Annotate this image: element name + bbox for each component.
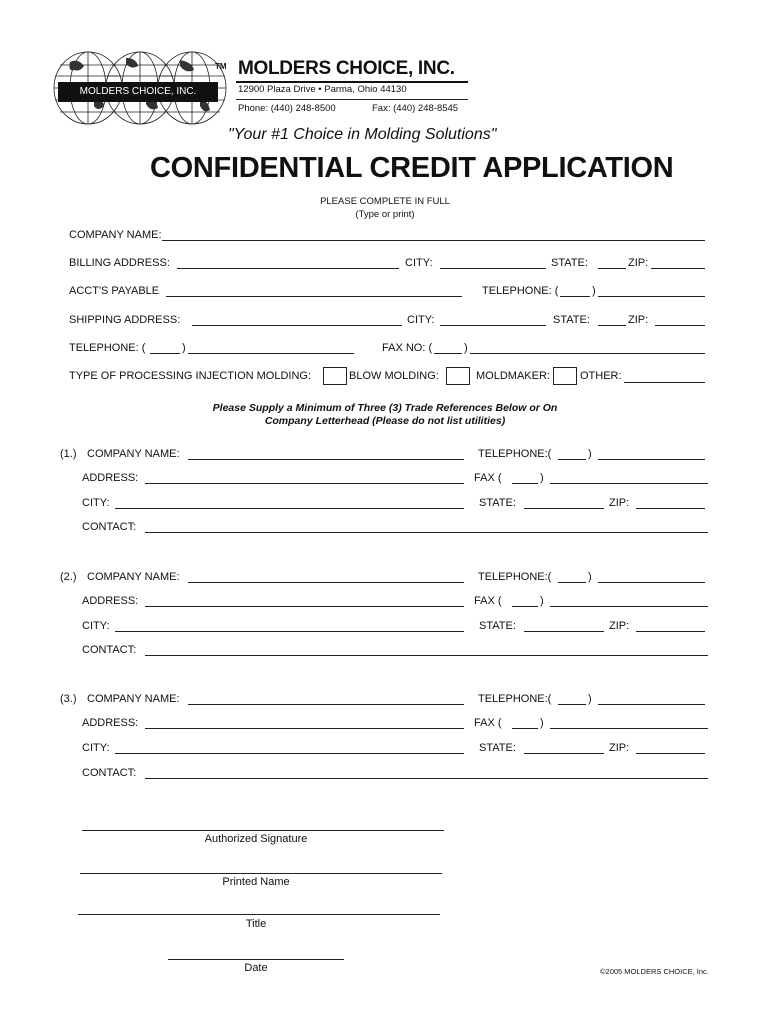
title-line[interactable]	[78, 914, 440, 915]
billing-address-label: BILLING ADDRESS:	[69, 257, 170, 269]
blow-molding-label: BLOW MOLDING:	[349, 370, 439, 382]
telephone-field[interactable]	[188, 353, 354, 354]
reference-state-label: STATE:	[479, 742, 516, 754]
trademark-mark: TM	[215, 62, 227, 71]
reference-contact-label: CONTACT:	[82, 767, 137, 779]
reference-company-label: COMPANY NAME:	[87, 693, 180, 705]
reference-city-field[interactable]	[115, 631, 464, 632]
instructions-line1: PLEASE COMPLETE IN FULL	[320, 196, 450, 207]
billing-state-label: STATE:	[551, 257, 588, 269]
accts-telephone-field[interactable]	[598, 296, 705, 297]
reference-number: (2.)	[60, 571, 77, 583]
reference-address-field[interactable]	[145, 728, 464, 729]
accts-telephone-label: TELEPHONE: (	[482, 285, 559, 297]
moldmaker-checkbox[interactable]	[553, 367, 577, 385]
reference-city-field[interactable]	[115, 753, 464, 754]
authorized-signature-line[interactable]	[82, 830, 444, 831]
company-slogan: "Your #1 Choice in Molding Solutions"	[228, 126, 497, 143]
shipping-city-field[interactable]	[440, 325, 546, 326]
reference-zip-field[interactable]	[636, 631, 705, 632]
reference-contact-label: CONTACT:	[82, 521, 137, 533]
reference-zip-field[interactable]	[636, 753, 705, 754]
reference-state-label: STATE:	[479, 620, 516, 632]
reference-state-field[interactable]	[524, 508, 604, 509]
fax-area-code-field[interactable]	[434, 353, 462, 354]
title-label: Title	[245, 918, 267, 930]
reference-fax-label: FAX (	[474, 595, 502, 607]
printed-name-label: Printed Name	[222, 876, 290, 888]
accts-payable-label: ACCT'S PAYABLE	[69, 285, 160, 297]
date-label: Date	[244, 962, 268, 974]
reference-fax-paren: )	[540, 595, 544, 607]
reference-address-field[interactable]	[145, 606, 464, 607]
billing-city-label: CITY:	[405, 257, 433, 269]
shipping-zip-field[interactable]	[655, 325, 705, 326]
reference-company-label: COMPANY NAME:	[87, 571, 180, 583]
reference-contact-label: CONTACT:	[82, 644, 137, 656]
reference-zip-label: ZIP:	[609, 620, 630, 632]
reference-fax-paren: )	[540, 717, 544, 729]
company-name-field[interactable]	[162, 240, 705, 241]
reference-state-field[interactable]	[524, 631, 604, 632]
reference-zip-label: ZIP:	[609, 497, 630, 509]
other-label: OTHER:	[580, 370, 622, 382]
reference-fax-area-field[interactable]	[512, 728, 538, 729]
reference-telephone-label: TELEPHONE:(	[478, 571, 552, 583]
telephone-area-code-field[interactable]	[150, 353, 180, 354]
reference-contact-field[interactable]	[145, 655, 708, 656]
reference-company-label: COMPANY NAME:	[87, 448, 180, 460]
references-note-line2: Company Letterhead (Please do not list utilities)	[264, 415, 506, 427]
copyright-footer: ©2005 MOLDERS CHOICE, Inc.	[600, 967, 709, 976]
accts-payable-field[interactable]	[166, 296, 462, 297]
telephone-paren-close: )	[182, 342, 186, 354]
reference-telephone-area-field[interactable]	[558, 704, 586, 705]
reference-zip-field[interactable]	[636, 508, 705, 509]
reference-fax-paren: )	[540, 472, 544, 484]
reference-fax-field[interactable]	[550, 728, 708, 729]
reference-company-field[interactable]	[188, 704, 464, 705]
reference-state-label: STATE:	[479, 497, 516, 509]
instructions-line2: (Type or print)	[355, 209, 415, 220]
reference-contact-field[interactable]	[145, 532, 708, 533]
fax-label: FAX NO: (	[382, 342, 433, 354]
other-field[interactable]	[624, 382, 705, 383]
reference-telephone-field[interactable]	[598, 582, 705, 583]
reference-state-field[interactable]	[524, 753, 604, 754]
authorized-signature-label: Authorized Signature	[204, 833, 308, 845]
reference-address-label: ADDRESS:	[82, 595, 139, 607]
reference-company-field[interactable]	[188, 459, 464, 460]
reference-telephone-paren: )	[588, 571, 592, 583]
telephone-label: TELEPHONE: (	[69, 342, 146, 354]
reference-fax-area-field[interactable]	[512, 483, 538, 484]
logo-banner: MOLDERS CHOICE, INC.	[58, 82, 218, 102]
shipping-city-label: CITY:	[407, 314, 435, 326]
reference-address-field[interactable]	[145, 483, 464, 484]
reference-telephone-label: TELEPHONE:(	[478, 448, 552, 460]
reference-city-label: CITY:	[82, 497, 110, 509]
reference-telephone-label: TELEPHONE:(	[478, 693, 552, 705]
reference-number: (1.)	[60, 448, 77, 460]
reference-fax-area-field[interactable]	[512, 606, 538, 607]
reference-city-label: CITY:	[82, 620, 110, 632]
billing-state-field[interactable]	[598, 268, 626, 269]
reference-address-label: ADDRESS:	[82, 717, 139, 729]
billing-zip-field[interactable]	[651, 268, 705, 269]
accts-paren-close: )	[592, 285, 596, 297]
shipping-address-field[interactable]	[192, 325, 402, 326]
shipping-state-field[interactable]	[598, 325, 626, 326]
reference-telephone-field[interactable]	[598, 704, 705, 705]
processing-type-label: TYPE OF PROCESSING INJECTION MOLDING:	[69, 370, 312, 382]
printed-name-line[interactable]	[80, 873, 442, 874]
reference-fax-label: FAX (	[474, 717, 502, 729]
reference-fax-label: FAX (	[474, 472, 502, 484]
reference-number: (3.)	[60, 693, 77, 705]
reference-telephone-area-field[interactable]	[558, 582, 586, 583]
reference-address-label: ADDRESS:	[82, 472, 139, 484]
shipping-address-label: SHIPPING ADDRESS:	[69, 314, 181, 326]
page-title: CONFIDENTIAL CREDIT APPLICATION	[150, 152, 674, 184]
company-name-label: COMPANY NAME:	[69, 229, 162, 241]
reference-zip-label: ZIP:	[609, 742, 630, 754]
reference-telephone-area-field[interactable]	[558, 459, 586, 460]
injection-molding-checkbox[interactable]	[323, 367, 347, 385]
company-phone: Phone: (440) 248-8500	[238, 103, 336, 114]
reference-company-field[interactable]	[188, 582, 464, 583]
fax-paren-close: )	[464, 342, 468, 354]
billing-address-field[interactable]	[177, 268, 399, 269]
moldmaker-label: MOLDMAKER:	[476, 370, 550, 382]
billing-city-field[interactable]	[440, 268, 546, 269]
accts-area-code-field[interactable]	[560, 296, 590, 297]
shipping-state-label: STATE:	[553, 314, 590, 326]
fax-field[interactable]	[470, 353, 705, 354]
reference-city-field[interactable]	[115, 508, 464, 509]
reference-telephone-paren: )	[588, 448, 592, 460]
reference-city-label: CITY:	[82, 742, 110, 754]
company-address: 12900 Plaza Drive • Parma, Ohio 44130	[238, 84, 407, 95]
reference-fax-field[interactable]	[550, 606, 708, 607]
company-name-heading: MOLDERS CHOICE, INC.	[238, 58, 455, 79]
company-fax: Fax: (440) 248-8545	[372, 103, 459, 114]
blow-molding-checkbox[interactable]	[446, 367, 470, 385]
references-note-line1: Please Supply a Minimum of Three (3) Trade References Below or On	[212, 402, 558, 414]
contact-rule	[236, 99, 468, 100]
reference-telephone-paren: )	[588, 693, 592, 705]
heading-rule	[236, 81, 468, 83]
reference-contact-field[interactable]	[145, 778, 708, 779]
shipping-zip-label: ZIP:	[628, 314, 649, 326]
reference-telephone-field[interactable]	[598, 459, 705, 460]
reference-fax-field[interactable]	[550, 483, 708, 484]
billing-zip-label: ZIP:	[628, 257, 649, 269]
date-line[interactable]	[168, 959, 344, 960]
